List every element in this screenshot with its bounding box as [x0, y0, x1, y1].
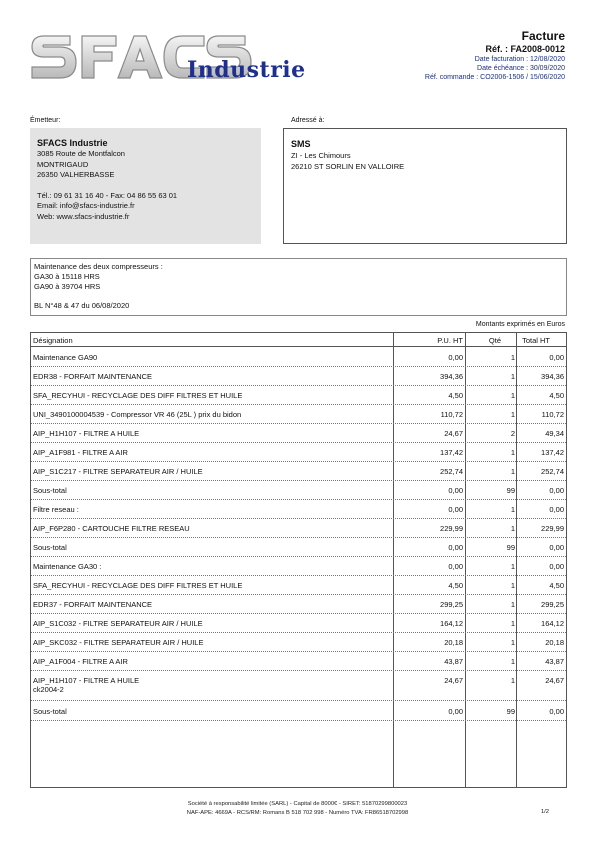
row-unit-price: 0,00	[448, 562, 463, 571]
row-unit-price: 4,50	[448, 581, 463, 590]
order-reference: Réf. commande : CO2006-1506 / 15/06/2020	[424, 74, 565, 81]
row-quantity: 1	[510, 600, 515, 609]
row-designation: AIP_A1F004 - FILTRE A AIR	[33, 657, 128, 666]
table-header-row	[31, 333, 566, 347]
row-unit-price: 20,18	[444, 638, 463, 647]
row-total: 229,99	[541, 524, 564, 533]
row-unit-price: 0,00	[448, 505, 463, 514]
row-designation: Sous-total	[33, 707, 67, 716]
row-total: 43,87	[545, 657, 564, 666]
row-quantity: 2	[510, 429, 515, 438]
table-row	[31, 559, 566, 576]
invoice-notes	[30, 258, 567, 316]
table-row	[31, 578, 566, 595]
row-unit-price: 43,87	[444, 657, 463, 666]
recipient-address-line: 26210 ST SORLIN EN VALLOIRE	[291, 162, 405, 171]
issuer-label: Émetteur:	[30, 117, 61, 124]
row-unit-price: 110,72	[440, 410, 463, 419]
row-total: 24,67	[545, 676, 564, 685]
row-total: 49,34	[545, 429, 564, 438]
issuer-address-line: 26350 VALHERBASSE	[37, 170, 115, 179]
row-unit-price: 0,00	[448, 543, 463, 552]
table-row	[31, 369, 566, 386]
header-designation: Désignation	[33, 336, 73, 345]
row-designation: Sous-total	[33, 486, 67, 495]
currency-note: Montants exprimés en Euros	[475, 321, 565, 328]
row-quantity: 1	[510, 638, 515, 647]
row-quantity: 1	[510, 353, 515, 362]
issuer-phone: Tél.: 09 61 31 16 40 - Fax: 04 86 55 63 01	[37, 190, 178, 200]
row-designation: Maintenance GA30 :	[33, 562, 102, 571]
recipient-block	[283, 128, 567, 244]
row-quantity: 1	[510, 676, 515, 685]
row-total: 252,74	[541, 467, 564, 476]
issuer-website[interactable]: Web: www.sfacs-industrie.fr	[37, 211, 130, 221]
table-row	[31, 521, 566, 538]
row-total: 137,42	[541, 448, 564, 457]
table-row	[31, 445, 566, 462]
row-designation: AIP_A1F981 - FILTRE A AIR	[33, 448, 128, 457]
issuer-name: SFACS Industrie	[37, 138, 108, 148]
table-row	[31, 597, 566, 614]
row-designation: Sous-total	[33, 543, 67, 552]
row-unit-price: 394,36	[440, 372, 463, 381]
row-total: 0,00	[549, 486, 564, 495]
legal-footer	[0, 800, 595, 818]
row-designation: Maintenance GA90	[33, 353, 98, 362]
note-line: GA90 à 39704 HRS	[34, 282, 101, 291]
table-row	[31, 540, 566, 557]
row-total: 0,00	[549, 353, 564, 362]
table-row	[31, 502, 566, 519]
table-row	[31, 388, 566, 405]
row-unit-price: 0,00	[448, 707, 463, 716]
row-designation: AIP_S1C217 - FILTRE SEPARATEUR AIR / HUILE	[33, 467, 203, 476]
row-total: 0,00	[549, 543, 564, 552]
row-unit-price: 4,50	[448, 391, 463, 400]
row-total: 394,36	[541, 372, 564, 381]
footer-line: Société à responsabilité limitée (SARL) - Capital de 8000€ - SIRET: 51870299800023	[187, 801, 408, 807]
table-row	[31, 407, 566, 424]
document-title: Facture	[521, 29, 565, 43]
row-quantity: 1	[510, 372, 515, 381]
row-quantity: 1	[510, 410, 515, 419]
logo-wordmark: Industrie	[187, 57, 306, 83]
note-line: BL N°48 & 47 du 06/08/2020	[34, 301, 130, 310]
row-quantity: 1	[510, 619, 515, 628]
row-total: 0,00	[549, 562, 564, 571]
table-row	[31, 616, 566, 633]
note-line: Maintenance des deux compresseurs :	[34, 262, 163, 271]
row-quantity: 1	[510, 524, 515, 533]
row-total: 4,50	[549, 391, 564, 400]
row-quantity: 1	[510, 448, 515, 457]
table-row	[31, 673, 566, 701]
recipient-label: Adressé à:	[291, 117, 325, 124]
row-quantity: 99	[506, 543, 515, 552]
row-unit-price: 252,74	[440, 467, 463, 476]
recipient-name: SMS	[291, 139, 311, 149]
issuer-address-line: 3085 Route de Montfalcon	[37, 149, 125, 158]
row-quantity: 1	[510, 505, 515, 514]
row-total: 20,18	[545, 638, 564, 647]
row-total: 0,00	[549, 505, 564, 514]
row-designation: AIP_F6P280 - CARTOUCHE FILTRE RESEAU	[33, 524, 190, 533]
row-total: 0,00	[549, 707, 564, 716]
row-unit-price: 164,12	[440, 619, 463, 628]
row-total: 164,12	[541, 619, 564, 628]
header-quantity: Qté	[488, 336, 501, 345]
row-unit-price: 0,00	[448, 486, 463, 495]
row-designation: AIP_H1H107 - FILTRE A HUILE	[33, 429, 140, 438]
issuer-address-line: MONTRIGAUD	[37, 159, 89, 169]
issuer-email[interactable]: Email: info@sfacs-industrie.fr	[37, 201, 135, 210]
row-unit-price: 24,67	[444, 676, 463, 685]
row-designation: AIP_SKC032 - FILTRE SEPARATEUR AIR / HUILE	[33, 638, 204, 647]
billing-date: Date facturation : 12/08/2020	[474, 56, 565, 63]
row-unit-price: 24,67	[444, 429, 463, 438]
due-date: Date échéance : 30/09/2020	[477, 65, 565, 72]
table-row	[31, 464, 566, 481]
header-unit-price: P.U. HT	[437, 336, 463, 345]
row-unit-price: 299,25	[440, 600, 463, 609]
table-row	[31, 483, 566, 500]
row-designation: EDR37 - FORFAIT MAINTENANCE	[33, 600, 153, 609]
row-designation: UNI_3490100004539 - Compressor VR 46 (25L ) prix du bidon	[33, 410, 242, 419]
page-number: 1/2	[540, 809, 549, 815]
row-total: 110,72	[541, 410, 564, 419]
row-quantity: 1	[510, 391, 515, 400]
row-designation: AIP_S1C032 - FILTRE SEPARATEUR AIR / HUILE	[33, 619, 203, 628]
table-row	[31, 635, 566, 652]
table-row	[31, 426, 566, 443]
invoice-header	[425, 30, 565, 82]
note-line: GA30 à 15118 HRS	[34, 272, 100, 281]
footer-line: NAF-APE: 4669A - RCS/RM: Romans B 518 702 998 - Numéro TVA: FR86518702998	[186, 810, 409, 816]
row-quantity: 1	[510, 657, 515, 666]
row-quantity: 99	[506, 486, 515, 495]
row-unit-price: 137,42	[440, 448, 463, 457]
row-quantity: 1	[510, 581, 515, 590]
table-row	[31, 350, 566, 367]
invoice-table	[30, 332, 567, 788]
row-unit-price: 229,99	[440, 524, 463, 533]
recipient-address-line: ZI - Les Chimours	[291, 151, 351, 160]
company-logo	[30, 30, 320, 88]
row-designation: SFA_RECYHUI - RECYCLAGE DES DIFF FILTRES ET HUILE	[33, 581, 243, 590]
row-total: 4,50	[549, 581, 564, 590]
header-total: Total HT	[522, 336, 550, 345]
row-designation-detail: ck2004-2	[33, 685, 64, 694]
row-designation: AIP_H1H107 - FILTRE A HUILE	[33, 676, 140, 685]
row-designation: Filtre reseau :	[33, 505, 79, 514]
table-row	[31, 704, 566, 721]
row-designation: EDR38 - FORFAIT MAINTENANCE	[33, 372, 153, 381]
table-row	[31, 654, 566, 671]
row-quantity: 1	[510, 562, 515, 571]
invoice-reference: Réf. : FA2008-0012	[485, 44, 565, 54]
row-unit-price: 0,00	[448, 353, 463, 362]
row-quantity: 99	[506, 707, 515, 716]
row-designation: SFA_RECYHUI - RECYCLAGE DES DIFF FILTRES ET HUILE	[33, 391, 243, 400]
row-quantity: 1	[510, 467, 515, 476]
issuer-block	[30, 128, 261, 244]
row-total: 299,25	[541, 600, 564, 609]
